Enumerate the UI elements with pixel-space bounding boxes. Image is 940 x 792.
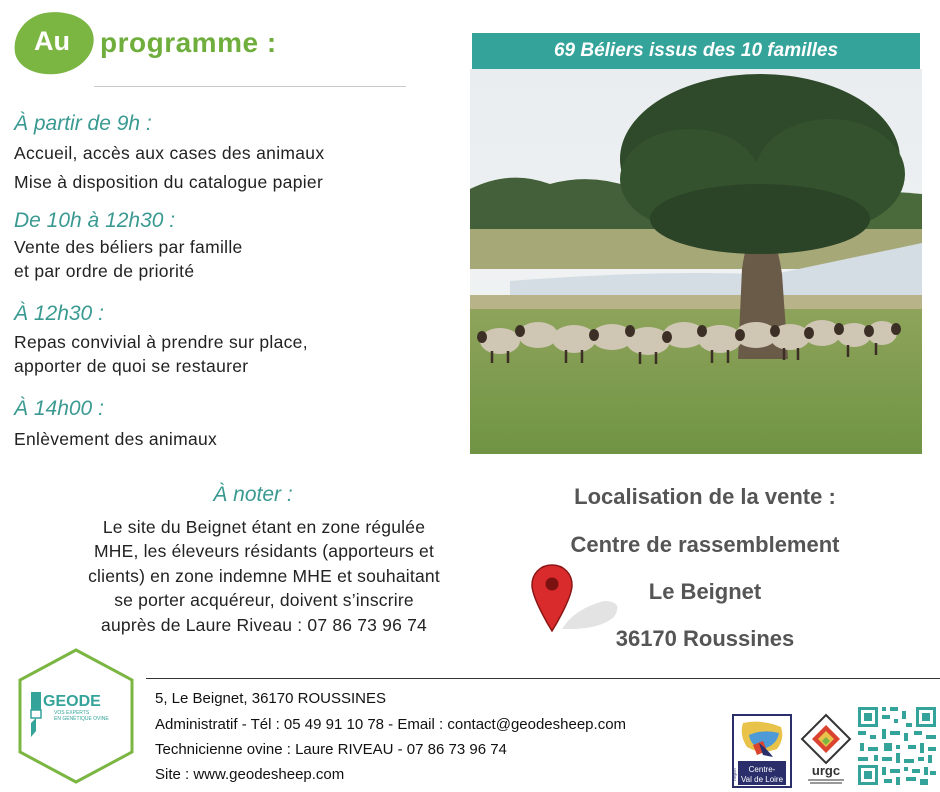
region-label-1: Centre- — [748, 765, 776, 774]
time-slot-2: De 10h à 12h30 : — [14, 209, 176, 232]
map-pin-icon — [530, 565, 622, 640]
note-line: auprès de Laure Riveau : 07 86 73 96 74 — [101, 614, 427, 635]
urgc-label: urgc — [811, 763, 841, 778]
footer-divider — [146, 678, 940, 679]
urgc-logo — [800, 713, 852, 785]
activity-1-line-1: Accueil, accès aux cases des animaux — [14, 143, 325, 163]
activity-2-line-1: Vente des béliers par famille — [14, 237, 243, 257]
qr-code[interactable] — [856, 705, 938, 787]
location-name: Le Beignet — [648, 579, 762, 604]
activity-4-line-1: Enlèvement des animaux — [14, 429, 218, 449]
note-line: clients) en zone indemne MHE et souhaitant — [88, 565, 440, 586]
note-line: MHE, les éleveurs résidants (apporteurs et — [93, 541, 435, 562]
note-line: Le site du Beignet étant en zone régulée — [102, 517, 426, 537]
activity-3-line-1: Repas convivial à prendre sur place, — [14, 332, 308, 352]
header-divider — [94, 86, 406, 87]
time-slot-3: À 12h30 : — [14, 302, 104, 325]
programme-title: programme : — [100, 27, 277, 58]
region-label-2: Val de Loire — [740, 775, 784, 784]
au-label: Au — [34, 26, 70, 56]
footer-admin: Administratif - Tél : 05 49 91 10 78 - Email : contact@geodesheep.com — [155, 716, 627, 733]
location-place: Centre de rassemblement — [570, 532, 840, 557]
footer-address: 5, Le Beignet, 36170 ROUSSINES — [155, 690, 386, 707]
activity-1-line-2: Mise à disposition du catalogue papier — [14, 172, 324, 192]
region-label-0: Région — [732, 768, 737, 781]
note-body — [22, 515, 506, 637]
location-city: 36170 Roussines — [615, 626, 795, 651]
sheep-photo — [470, 69, 922, 454]
geode-tagline-1: VOS EXPERTS — [54, 710, 90, 716]
activity-2-line-2: et par ordre de priorité — [14, 261, 195, 281]
activity-3-line-2: apporter de quoi se restaurer — [14, 356, 249, 376]
photo-caption: 69 Béliers issus des 10 familles — [472, 33, 920, 69]
note-line: se porter acquéreur, doivent s’inscrire — [114, 590, 414, 611]
footer-tech: Technicienne ovine : Laure RIVEAU - 07 86 73 96 74 — [155, 741, 507, 758]
time-slot-4: À 14h00 : — [14, 397, 104, 420]
geode-name: GEODE — [43, 693, 101, 710]
location-title: Localisation de la vente : — [574, 484, 836, 509]
geode-tagline-2: EN GÉNÉTIQUE OVINE — [54, 716, 109, 722]
region-logo — [733, 715, 791, 787]
time-slot-1: À partir de 9h : — [14, 112, 152, 135]
geode-logo — [14, 647, 138, 785]
note-title: À noter : — [213, 483, 293, 506]
footer-site[interactable]: Site : www.geodesheep.com — [155, 766, 345, 783]
